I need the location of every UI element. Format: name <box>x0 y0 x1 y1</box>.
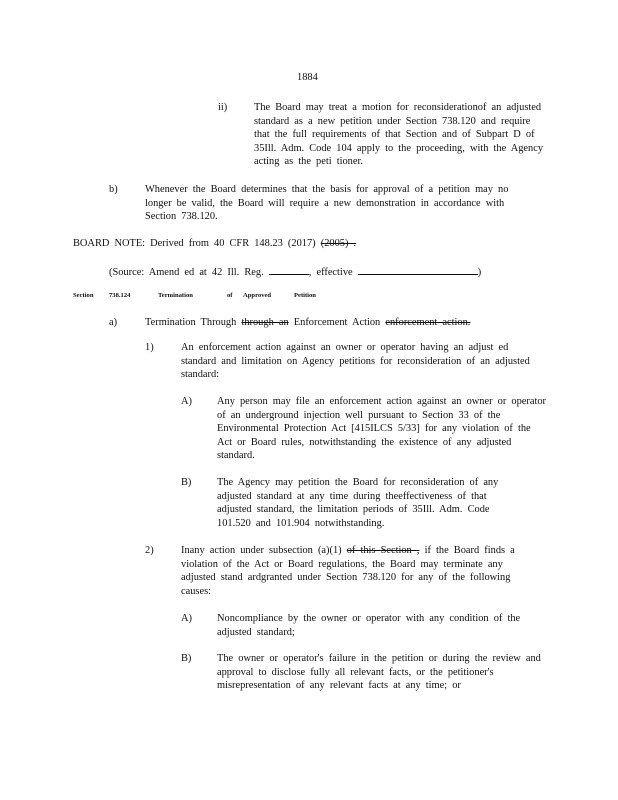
item-a1A-label: A) <box>181 396 192 407</box>
item-b-text: Whenever the Board determines that the basis for approval of a petition may no longer be valid, the Board will require a new demonstration in accordance with Section 738.120. <box>145 184 509 223</box>
item-a2-text-1: Inany action under subsection (a)(1) <box>181 545 342 556</box>
item-a2B-text: The owner or operator's failure in the petition or during the review and approval to disclose fully all relevant facts, or the petitioner's misrepresentation of any relevant facts at any time; or <box>217 653 541 692</box>
item-a2-struck: of this Section , <box>346 545 420 556</box>
source-line <box>109 264 481 280</box>
item-a1-label: 1) <box>145 342 154 353</box>
heading-word-2: of <box>227 292 233 299</box>
item-a1B-text: The Agency may petition the Board for reconsideration of any adjusted standard at any time during theeffectiveness of that adjusted standard, the limitation periods of 35Ill. Adm. Code 101.520 and 101.904 notwithstanding. <box>217 477 499 529</box>
item-a2B-label: B) <box>181 653 192 664</box>
source-suffix: ) <box>477 267 482 278</box>
section-word: Section <box>73 292 94 299</box>
item-ii-label: ii) <box>218 102 228 113</box>
item-a-text <box>145 316 470 330</box>
section-number: 738.124 <box>109 292 131 299</box>
item-a1A-text: Any person may file an enforcement action against an owner or operator of an underground injection well pursuant to Section 33 of the Environmental Protection Act [415ILCS 5/33] for any violation of the Act or Board rules, notwithstanding the existence of any adjusted standard. <box>217 396 547 462</box>
item-a-text-1: Termination Through <box>145 317 237 328</box>
reg-page-blank <box>269 264 309 275</box>
item-a1-text: An enforcement action against an owner or operator having an adjust ed standard and limitation on Agency petitions for reconsideration of an adjusted standard: <box>181 342 530 381</box>
item-b-label: b) <box>109 184 118 195</box>
source-middle: , effective <box>308 267 353 278</box>
item-a2-label: 2) <box>145 545 154 556</box>
item-a1B-label: B) <box>181 477 192 488</box>
item-a2A-text: Noncompliance by the owner or operator with any condition of the adjusted standard; <box>217 613 521 638</box>
item-a-struck-1: through an <box>241 317 289 328</box>
heading-word-1: Termination <box>158 292 193 299</box>
item-a2-text <box>181 544 537 598</box>
board-note-text: BOARD NOTE: Derived from 40 CFR 148.23 (2017) <box>73 238 316 249</box>
item-a-struck-2: enforcement action. <box>385 317 471 328</box>
item-a2A-label: A) <box>181 613 192 624</box>
page-number: 1884 <box>297 72 318 83</box>
board-note <box>73 237 356 251</box>
effective-date-blank <box>358 264 478 275</box>
item-a-text-2: Enforcement Action <box>293 317 381 328</box>
item-a2-text-2: if the Board finds a violation of the Act or Board regulations, the Board may terminate any adjusted stand ardgranted under Section 738.120 for any of the following causes: <box>181 545 515 597</box>
heading-word-3: Approved <box>243 292 272 299</box>
source-prefix: (Source: Amend ed at 42 Ill. Reg. <box>109 267 264 278</box>
board-note-struck: (2005) . <box>320 238 357 249</box>
item-ii-text: The Board may treat a motion for reconsiderationof an adjusted standard as a new petition under Section 738.120 and require that the full requirements of that Section and of Subpart D of 35Ill. Adm. Code 104 apply to the proceeding, with the Agency acting as the peti tioner. <box>254 102 544 168</box>
item-a-label: a) <box>109 317 118 328</box>
heading-word-4: Petition <box>294 292 316 299</box>
